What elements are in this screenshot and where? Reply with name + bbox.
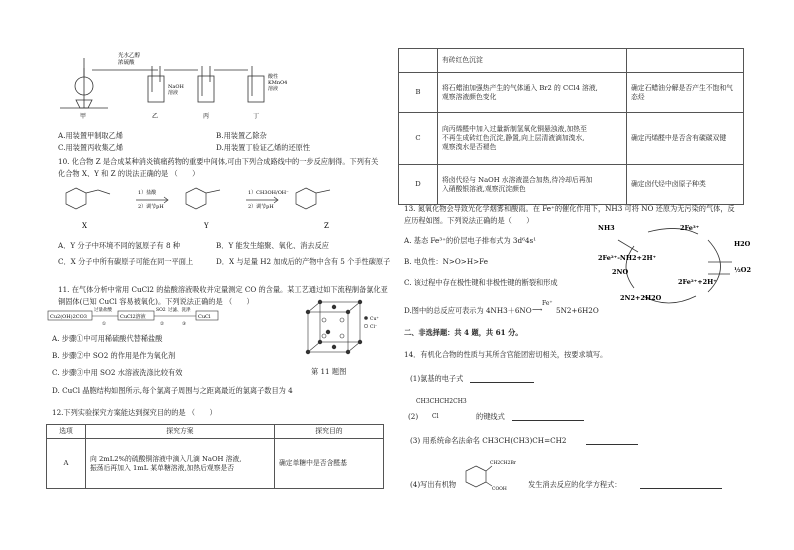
q13-cycle-nh3: NH3 bbox=[598, 224, 615, 232]
q10-reagent2-b: 2）调节pH bbox=[248, 204, 274, 210]
q13-option-c: C. 该过程中存在极性键和非极性键的断裂和形成 bbox=[404, 278, 558, 287]
q9-naoh-1: NaOH bbox=[168, 84, 184, 90]
q12-header-plan: 探究方案 bbox=[86, 425, 275, 439]
q12-stem: 12.下列实验探究方案能达到探究目的的是 （ ） bbox=[52, 408, 217, 417]
q11-flow-end: CuCl bbox=[198, 314, 211, 320]
q11-flow-mid: CuCl2溶液 bbox=[120, 314, 146, 320]
q12-row-d-plan-line2: 入硝酸银溶液,观察沉淀颜色 bbox=[442, 184, 526, 193]
q10-option-d: D．X 与足量 H2 加成后的产物中含有 5 个手性碳原子 bbox=[216, 257, 391, 266]
q11-flow-start: Cu2(OH)2CO3 bbox=[50, 314, 87, 320]
q13-option-b: B. 电负性：N>O>H>Fe bbox=[404, 257, 488, 266]
q13-option-d-catalyst: Fe⁺ bbox=[542, 300, 553, 307]
q10-label-y: Y bbox=[204, 222, 209, 230]
q12-table-part2 bbox=[398, 48, 744, 205]
q13-option-d-product: 5N2+6H2O bbox=[556, 306, 599, 315]
q12-row-c-goal: 确定丙烯醛中是否含有碳碳双键 bbox=[627, 113, 744, 165]
q9-letter-yi: 乙 bbox=[152, 113, 159, 120]
q9-kmno4-1: 酸性 bbox=[268, 74, 279, 80]
q11-option-c: C. 步骤③中用 SO2 水溶液洗涤比较有效 bbox=[52, 368, 183, 377]
q12-row-c-plan-line2: 不再生成砖红色沉淀,静置,向上层清液滴加溴水, bbox=[442, 134, 585, 142]
q12-row-c-plan bbox=[438, 113, 627, 165]
q12-header-option: 选项 bbox=[47, 425, 86, 439]
q12-row-d-plan bbox=[438, 165, 627, 205]
q11-stem-line2: 铜固体(已知 CuCl 容易被氧化)。下列说法正确的是 （ ） bbox=[58, 297, 254, 306]
table-row bbox=[47, 425, 384, 439]
q10-label-z: Z bbox=[324, 222, 329, 230]
q14-part4: (4)写出有机物 bbox=[410, 480, 457, 489]
q14-part4-tail: 发生消去反应的化学方程式： bbox=[528, 480, 622, 489]
q12-row-a-cont-goal bbox=[627, 49, 744, 73]
q9-letter-ding: 丁 bbox=[253, 113, 260, 120]
q11-flow-reagent1: 过量盐酸 bbox=[94, 308, 112, 313]
q11-option-a: A. 步骤①中可用稀硫酸代替稀盐酸 bbox=[52, 334, 163, 343]
q9-letter-jia: 甲 bbox=[80, 113, 87, 120]
q13-stem-line1: 13. 氮氧化物会导致光化学烟雾和酸雨。在 Fe⁺的催化作用下，NH3 可将 NO 还原为无污染的气体，反 bbox=[404, 204, 735, 213]
q11-crystal-cell bbox=[300, 298, 380, 362]
q12-row-d-goal: 确定卤代烃中卤原子种类 bbox=[627, 165, 744, 205]
q11-figure-caption: 第 11 题图 bbox=[311, 367, 347, 376]
q14-part2-answer-line bbox=[512, 420, 584, 421]
table-row bbox=[47, 439, 384, 489]
q12-row-b-plan bbox=[438, 73, 627, 113]
q9-option-a: A.用装置甲制取乙烯 bbox=[58, 131, 123, 140]
q11-flow-chart bbox=[48, 306, 288, 326]
q10-option-b: B．Y 能发生缩聚、氧化、消去反应 bbox=[216, 241, 329, 250]
q9-option-c: C.用装置丙收集乙烯 bbox=[58, 143, 124, 152]
q9-kmno4-2: KMnO4 bbox=[268, 80, 288, 86]
q13-cycle-fe2nh2: 2Fe²⁺-NH2+2H⁺ bbox=[598, 254, 657, 262]
q9-letter-bing: 丙 bbox=[203, 113, 210, 120]
q13-option-a: A. 基态 Fe³⁺的价层电子排布式为 3d⁶4s¹ bbox=[404, 236, 537, 245]
q11-flow-step2: ② bbox=[160, 322, 165, 327]
q10-reaction-scheme bbox=[56, 180, 396, 230]
q11-legend-cl: Cl⁻ bbox=[370, 325, 378, 330]
q11-legend-cu: Cu⁺ bbox=[370, 317, 379, 322]
q10-reagent1-a: 1）盐酸 bbox=[138, 190, 157, 196]
q12-row-c-plan-line3: 观察溴水是否褪色 bbox=[442, 143, 497, 151]
q12-row-a-plan-line2: 振荡后再加入 1mL 某单糖溶液,加热后观察是否 bbox=[90, 463, 235, 472]
q11-flow-step1: ① bbox=[102, 322, 107, 327]
q14-part2-formula-top: CH3CHCH2CH3 bbox=[416, 398, 467, 405]
q12-row-a-cont-option bbox=[399, 49, 438, 73]
q12-row-b-goal: 确定石蜡油分解是否产生不饱和气态烃 bbox=[627, 73, 744, 113]
q13-cycle-diagram bbox=[598, 222, 758, 312]
q11-flow-step3: ③ bbox=[182, 322, 187, 327]
q13-cycle-fe3: 2Fe³⁺ bbox=[680, 224, 700, 232]
q9-label-ethanol: 光水乙醇 bbox=[118, 53, 141, 59]
q12-table-part1 bbox=[46, 424, 384, 489]
table-row bbox=[399, 165, 744, 205]
q14-part3-answer-line bbox=[586, 444, 638, 445]
q12-row-a-cont-plan: 有砖红色沉淀 bbox=[438, 49, 627, 73]
q13-cycle-no: 2NO bbox=[612, 268, 629, 276]
q10-stem-line1: 10. 化合物 Z 是合成某种消炎镇痛药物的重要中间体,可由下列合成路线中的一步反应制得。下列有关 bbox=[58, 157, 379, 166]
q14-part2: (2) bbox=[408, 412, 419, 421]
q13-stem-line2: 应历程如图。下列说法正确的是（ ） bbox=[404, 216, 534, 225]
q13-cycle-o2: ½O2 bbox=[734, 266, 751, 274]
q9-apparatus-diagram bbox=[48, 48, 368, 118]
q12-row-b-plan-line2: 观察溶液颜色变化 bbox=[442, 92, 497, 101]
q12-header-goal: 探究目的 bbox=[275, 425, 384, 439]
q12-row-b-plan-line1: 将石蜡油加强热产生的气体通入 Br2 的 CCl4 溶液, bbox=[442, 83, 598, 92]
q12-row-a-plan bbox=[86, 439, 275, 489]
q9-option-d: D.用装置丁验证乙烯的还原性 bbox=[216, 143, 311, 152]
q9-option-b: B.用装置乙除杂 bbox=[216, 131, 267, 140]
q11-stem-line1: 11. 在气体分析中常用 CuCl2 的盐酸溶液吸收并定量测定 CO 的含量。某工艺通过如下流程制备氯化亚 bbox=[58, 285, 388, 294]
table-row bbox=[399, 49, 744, 73]
q12-row-b-option: B bbox=[399, 73, 438, 113]
q14-part4-sub-top: CH2CH2Br bbox=[490, 461, 516, 466]
q10-reagent2-a: 1）CH3OH/OH⁻ bbox=[248, 190, 289, 196]
q9-naoh-2: 溶液 bbox=[168, 90, 179, 96]
q10-stem-line2: 化合物 X、Y 和 Z 的说法正确的是 （ ） bbox=[58, 169, 200, 178]
table-row bbox=[399, 73, 744, 113]
q10-option-a: A．Y 分子中环境不同的氢原子有 8 种 bbox=[58, 241, 180, 250]
q14-part2-tail: 的键线式 bbox=[476, 412, 505, 421]
q12-row-a-plan-line1: 向 2mL2%的硫酸铜溶液中滴入几滴 NaOH 溶液, bbox=[90, 454, 242, 463]
q11-flow-reagent3: 过滤、洗涤 bbox=[168, 308, 191, 313]
q14-part1-answer-line bbox=[470, 382, 534, 383]
q13-option-d-arrow: ⟶ bbox=[532, 305, 543, 314]
q14-stem: 14．有机化合物的性质与其所含官能团密切相关，按要求填写。 bbox=[404, 350, 608, 359]
q12-row-d-plan-line1: 将卤代烃与 NaOH 水溶液混合加热,待冷却后再加 bbox=[442, 175, 593, 184]
q12-row-a-goal: 确定单糖中是否含醛基 bbox=[275, 439, 384, 489]
q10-label-x: X bbox=[82, 222, 87, 230]
q10-option-c: C．X 分子中所有碳原子可能在同一平面上 bbox=[58, 257, 194, 266]
q9-label-acid: 浓硫酸 bbox=[118, 60, 135, 66]
q14-part1: (1)氯基的电子式 bbox=[410, 374, 464, 383]
q9-kmno4-3: 溶液 bbox=[268, 86, 279, 92]
q14-part2-formula-bottom: Cl bbox=[432, 413, 439, 420]
q14-part4-sub-bottom: COOH bbox=[492, 487, 507, 492]
q12-row-d-option: D bbox=[399, 165, 438, 205]
section2-title: 二、非选择题：共 4 题，共 61 分。 bbox=[404, 328, 523, 337]
q14-part3: (3) 用系统命名法命名 CH3CH(CH3)CH=CH2 bbox=[410, 436, 567, 445]
q11-option-b: B. 步骤②中 SO2 的作用是作为氧化剂 bbox=[52, 351, 176, 360]
q12-row-a-option: A bbox=[47, 439, 86, 489]
q12-row-c-option: C bbox=[399, 113, 438, 165]
q13-cycle-h2o: H2O bbox=[734, 240, 751, 248]
q12-row-c-plan-line1: 向丙烯醛中加入过量新制氢氧化铜悬浊液,加热至 bbox=[442, 125, 587, 133]
q14-part4-structure bbox=[464, 458, 514, 492]
q11-option-d: D. CuCl 晶胞结构如图所示,每个氯离子周围与之距离最近的氯离子数目为 4 bbox=[52, 386, 293, 395]
q13-cycle-fe2h: 2Fe²⁺+2H⁺ bbox=[678, 278, 717, 286]
q14-part4-answer-line bbox=[640, 488, 722, 489]
q11-flow-reagent2: SO2 bbox=[156, 308, 166, 313]
q13-cycle-n2: 2N2+2H2O bbox=[620, 294, 662, 302]
table-row bbox=[399, 113, 744, 165]
q10-reagent1-b: 2）调节pH bbox=[138, 204, 164, 210]
q13-option-d: D.图中的总反应可表示为 4NH3＋6NO bbox=[404, 306, 532, 315]
